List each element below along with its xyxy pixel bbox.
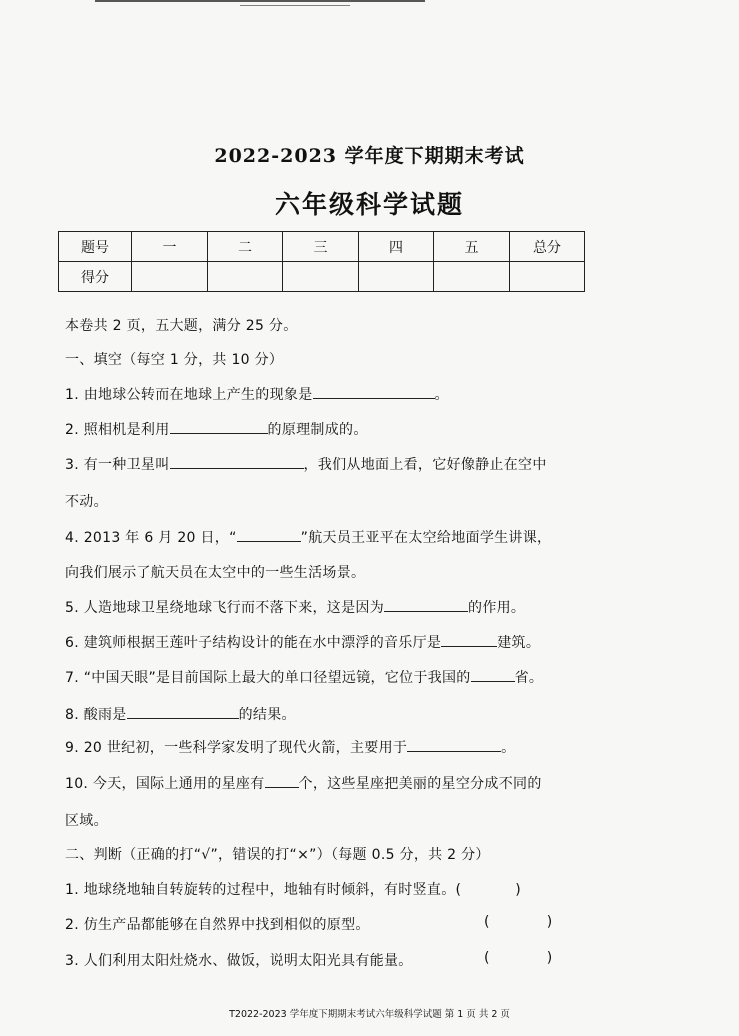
score-cell: 二 bbox=[208, 232, 283, 262]
answer-blank[interactable] bbox=[313, 384, 435, 399]
score-cell: 三 bbox=[283, 232, 359, 262]
judge-question-3 bbox=[65, 950, 413, 970]
answer-paren-open: ( bbox=[484, 914, 490, 930]
answer-blank[interactable] bbox=[384, 597, 468, 612]
exam-subtitle: 六年级科学试题 bbox=[274, 190, 464, 219]
question-text: 。 bbox=[434, 387, 449, 403]
question-text: 建筑。 bbox=[497, 635, 541, 651]
answer-paren-close: ) bbox=[546, 950, 553, 966]
answer-blank[interactable] bbox=[127, 704, 239, 719]
question-text: 的结果。 bbox=[238, 707, 296, 723]
question-text: 的原理制成的。 bbox=[267, 422, 368, 438]
question-1-3-continued: 不动。 bbox=[65, 494, 108, 510]
question-text: 10. 今天，国际上通用的星座有 bbox=[65, 776, 265, 792]
question-1-4 bbox=[65, 527, 551, 547]
question-text: ，我们从地面上看，它好像静止在空中 bbox=[303, 457, 547, 473]
question-text: 4. 2013 年 6 月 20 日，“ bbox=[65, 530, 237, 546]
question-1-9 bbox=[65, 737, 515, 757]
answer-paren-open: ( bbox=[484, 950, 490, 966]
score-entry-cell[interactable] bbox=[283, 262, 359, 292]
question-1-5 bbox=[65, 597, 525, 617]
answer-paren-open: ( bbox=[455, 882, 462, 898]
question-text: 6. 建筑师根据王莲叶子结构设计的能在水中漂浮的音乐厅是 bbox=[65, 635, 442, 651]
answer-blank[interactable] bbox=[441, 632, 497, 647]
answer-paren-close: ) bbox=[515, 882, 522, 898]
question-text: 3. 人们利用太阳灶烧水、做饭，说明太阳光具有能量。 bbox=[65, 953, 413, 969]
question-text: 2. 照相机是利用 bbox=[65, 422, 170, 438]
score-row-label: 得分 bbox=[59, 262, 132, 292]
score-table-header-row bbox=[59, 232, 585, 262]
answer-paren-group bbox=[484, 914, 553, 930]
question-text: 个，这些星座把美丽的星空分成不同的 bbox=[298, 776, 542, 792]
score-cell: 四 bbox=[359, 232, 434, 262]
judge-question-2 bbox=[65, 914, 370, 934]
score-entry-cell[interactable] bbox=[510, 262, 585, 292]
question-1-2 bbox=[65, 419, 368, 439]
question-text: 9. 20 世纪初，一些科学家发明了现代火箭，主要用于 bbox=[65, 740, 408, 756]
question-text: 5. 人造地球卫星绕地球飞行而不落下来，这是因为 bbox=[65, 600, 385, 616]
question-1-7 bbox=[65, 667, 543, 687]
answer-paren-close: ) bbox=[546, 914, 553, 930]
answer-blank[interactable] bbox=[407, 737, 501, 752]
question-1-10-continued: 区域。 bbox=[65, 813, 108, 829]
question-1-4-continued: 向我们展示了航天员在太空中的一些生活场景。 bbox=[65, 565, 366, 581]
question-1-10 bbox=[65, 773, 542, 793]
answer-blank[interactable] bbox=[170, 419, 268, 434]
question-text: ”航天员王亚平在太空给地面学生讲课， bbox=[300, 530, 552, 546]
section2-heading: 二、判断（正确的打“√”，错误的打“×”）（每题 0.5 分，共 2 分） bbox=[65, 847, 490, 863]
score-entry-cell[interactable] bbox=[208, 262, 283, 292]
score-cell: 总分 bbox=[510, 232, 585, 262]
question-text: 1. 地球绕地轴自转旋转的过程中，地轴有时倾斜，有时竖直。 bbox=[65, 882, 456, 898]
exam-intro: 本卷共 2 页，五大题，满分 25 分。 bbox=[65, 318, 298, 334]
question-text: 的作用。 bbox=[468, 600, 526, 616]
question-text: 2. 仿生产品都能够在自然界中找到相似的原型。 bbox=[65, 917, 370, 933]
score-entry-cell[interactable] bbox=[359, 262, 434, 292]
question-text: 8. 酸雨是 bbox=[65, 707, 127, 723]
question-1-3 bbox=[65, 454, 547, 474]
score-table-score-row bbox=[59, 262, 585, 292]
question-1-1 bbox=[65, 384, 449, 404]
section1-heading: 一、填空（每空 1 分，共 10 分） bbox=[65, 352, 284, 368]
scan-artifact-line bbox=[240, 5, 350, 6]
answer-blank[interactable] bbox=[170, 454, 304, 469]
score-cell: 题号 bbox=[59, 232, 132, 262]
question-text: 3. 有一种卫星叫 bbox=[65, 457, 170, 473]
question-1-8 bbox=[65, 704, 296, 724]
question-text: 省。 bbox=[514, 670, 544, 686]
judge-question-1 bbox=[65, 879, 521, 899]
answer-blank[interactable] bbox=[237, 527, 301, 542]
question-text: 7. “中国天眼”是目前国际上最大的单口径望远镜，它位于我国的 bbox=[65, 670, 471, 686]
question-text: 1. 由地球公转而在地球上产生的现象是 bbox=[65, 387, 313, 403]
score-table bbox=[58, 231, 585, 292]
answer-blank[interactable] bbox=[471, 667, 515, 682]
score-cell: 一 bbox=[132, 232, 208, 262]
exam-title: 2022-2023 学年度下期期末考试 bbox=[214, 145, 525, 167]
score-entry-cell[interactable] bbox=[132, 262, 208, 292]
question-text: 。 bbox=[501, 740, 516, 756]
score-entry-cell[interactable] bbox=[434, 262, 510, 292]
question-1-6 bbox=[65, 632, 540, 652]
answer-paren-group bbox=[484, 950, 553, 966]
score-cell: 五 bbox=[434, 232, 510, 262]
answer-blank[interactable] bbox=[265, 773, 299, 788]
page-footer: T2022-2023 学年度下期期末考试六年级科学试题 第 1 页 共 2 页 bbox=[229, 1009, 510, 1020]
